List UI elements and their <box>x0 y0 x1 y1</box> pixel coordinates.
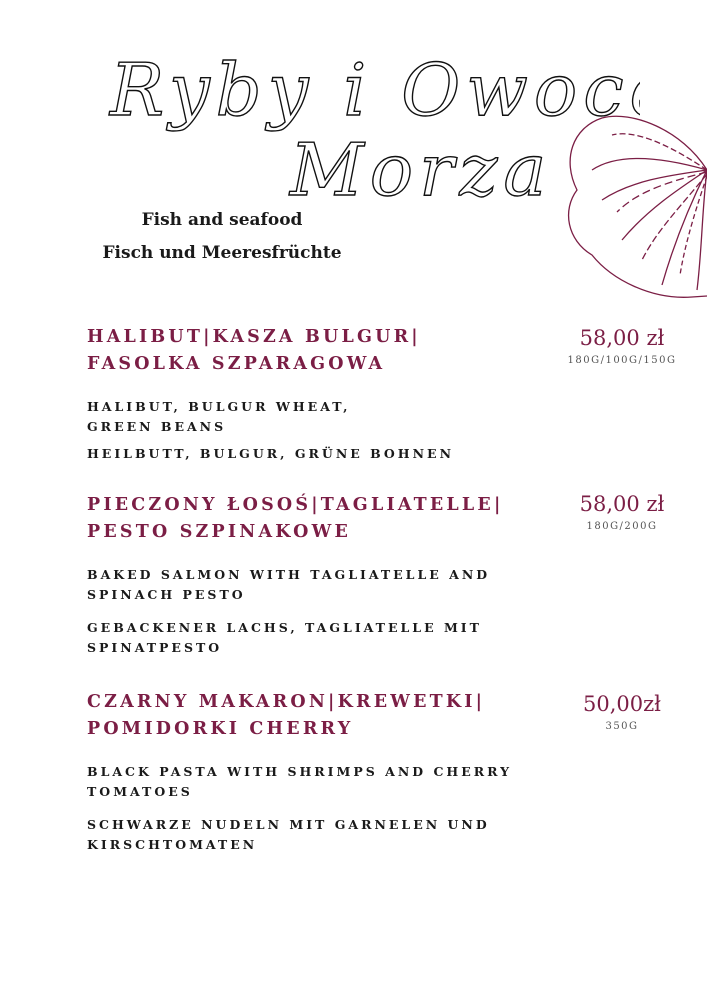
description-line: SCHWARZE NUDELN MIT GARNELEN UND <box>87 817 490 832</box>
menu-title-line1: Ryby i Owoce <box>110 48 640 132</box>
dish-weight: 180G/200G <box>586 521 658 532</box>
dish-description-german <box>87 444 557 464</box>
seashell-illustration <box>562 110 707 305</box>
dish-description-english <box>87 762 557 802</box>
menu-title <box>100 20 640 220</box>
description-line: TOMATOES <box>87 784 193 799</box>
dish-title-line: PIECZONY ŁOSOŚ|TAGLIATELLE| <box>87 495 504 515</box>
subtitle-german: Fisch und Meeresfrüchte <box>102 243 342 263</box>
dish-description-english <box>87 397 557 437</box>
dish-description-german <box>87 618 557 658</box>
dish-black-pasta <box>87 689 687 855</box>
description-line: BLACK PASTA WITH SHRIMPS AND CHERRY <box>87 764 513 779</box>
description-line: GREEN BEANS <box>87 419 227 434</box>
dish-title-line: HALIBUT|KASZA BULGUR| <box>87 327 421 347</box>
description-line: SPINACH PESTO <box>87 587 246 602</box>
description-line: BAKED SALMON WITH TAGLIATELLE AND <box>87 567 491 582</box>
description-line: HALIBUT, BULGUR WHEAT, <box>87 399 351 414</box>
dish-halibut <box>87 324 687 464</box>
dish-title <box>87 689 537 743</box>
dish-price: 58,00 zł <box>579 492 665 516</box>
dish-title-line: FASOLKA SZPARAGOWA <box>87 354 386 374</box>
subtitle-english: Fish and seafood <box>141 210 303 230</box>
menu-title-line2: Morza <box>290 128 553 212</box>
dish-title <box>87 324 537 378</box>
menu-title-script <box>100 20 640 220</box>
dish-weight: 180G/100G/150G <box>567 355 677 366</box>
dish-description-german <box>87 815 557 855</box>
dish-title-line: POMIDORKI CHERRY <box>87 719 354 739</box>
description-line: SPINATPESTO <box>87 640 223 655</box>
description-line: KIRSCHTOMATEN <box>87 837 258 852</box>
dish-weight: 350G <box>605 721 639 732</box>
dish-price: 58,00 zł <box>579 326 665 350</box>
dish-description-english <box>87 565 557 605</box>
dish-title-line: PESTO SZPINAKOWE <box>87 522 352 542</box>
description-line: GEBACKENER LACHS, TAGLIATELLE MIT <box>87 620 482 635</box>
dish-price: 50,00zł <box>583 692 661 716</box>
description-line: HEILBUTT, BULGUR, GRÜNE BOHNEN <box>87 446 454 461</box>
dish-title <box>87 492 537 546</box>
dish-salmon <box>87 492 687 658</box>
dish-title-line: CZARNY MAKARON|KREWETKI| <box>87 692 486 712</box>
